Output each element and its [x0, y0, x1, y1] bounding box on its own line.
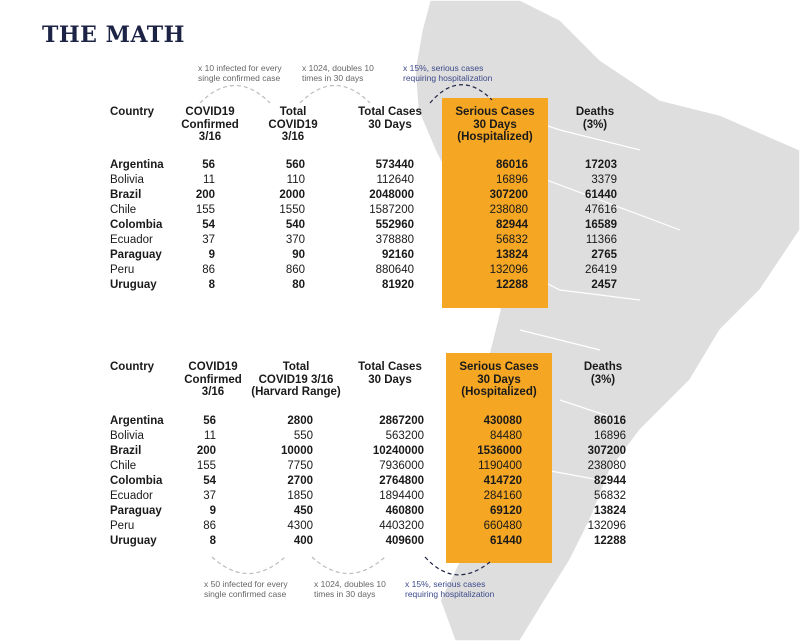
cell-deaths: 16589 [585, 219, 617, 231]
cell-serious: 86016 [496, 159, 528, 171]
page-title: THE MATH [42, 22, 185, 48]
cell-cases30: 573440 [375, 159, 414, 171]
bottom-note-infected: x 50 infected for every single confirmed case [204, 579, 288, 599]
cell-country: Brazil [110, 189, 142, 201]
cell-total: 560 [285, 159, 305, 171]
header-serious-cases: Serious Cases 30 Days (Hospitalized) [459, 361, 539, 398]
cell-cases30: 2764800 [379, 475, 424, 487]
cell-country: Chile [110, 204, 137, 216]
cell-country: Brazil [110, 445, 142, 457]
header-country: Country [110, 361, 155, 373]
table-row [0, 233, 800, 248]
cell-deaths: 17203 [585, 159, 617, 171]
top-note-infected: x 10 infected for every single confirmed case [198, 63, 282, 83]
cell-serious: 16896 [496, 174, 528, 186]
cell-serious: 1190400 [478, 460, 522, 472]
cell-deaths: 61440 [585, 189, 617, 201]
cell-confirmed: 155 [195, 204, 215, 216]
cell-country: Peru [110, 264, 135, 276]
top-note-serious: x 15%, serious cases requiring hospitalization [403, 63, 493, 83]
header-country: Country [110, 106, 155, 118]
cell-serious: 238080 [489, 204, 528, 216]
cell-serious: 69120 [490, 505, 522, 517]
cell-deaths: 56832 [594, 490, 626, 502]
cell-confirmed: 11 [204, 430, 216, 442]
cell-serious: 84480 [490, 430, 522, 442]
cell-serious: 284160 [483, 490, 522, 502]
cell-total: 110 [286, 174, 305, 186]
cell-total: 2700 [287, 475, 313, 487]
table-row [0, 444, 800, 459]
table-row [0, 263, 800, 278]
cell-confirmed: 9 [209, 505, 216, 517]
cell-total: 7750 [287, 460, 313, 472]
cell-total: 2000 [279, 189, 305, 201]
cell-confirmed: 11 [203, 174, 215, 186]
cell-total: 4300 [287, 520, 313, 532]
table-row [0, 188, 800, 203]
cell-deaths: 11366 [585, 234, 617, 246]
cell-deaths: 2457 [591, 279, 617, 291]
cell-cases30: 81920 [382, 279, 414, 291]
cell-total: 2800 [287, 415, 313, 427]
cell-confirmed: 54 [202, 219, 215, 231]
header-cases-30-days: Total Cases 30 Days [358, 361, 422, 386]
table-row [0, 158, 800, 173]
cell-cases30: 2048000 [369, 189, 414, 201]
header-serious-cases: Serious Cases 30 Days (Hospitalized) [455, 106, 535, 143]
cell-serious: 56832 [496, 234, 528, 246]
table-row [0, 278, 800, 293]
header-confirmed: COVID19 Confirmed 3/16 [181, 106, 239, 143]
cell-deaths: 13824 [594, 505, 626, 517]
cell-country: Argentina [110, 415, 164, 427]
cell-country: Peru [110, 520, 135, 532]
cell-serious: 82944 [496, 219, 528, 231]
cell-serious: 61440 [490, 535, 522, 547]
cell-confirmed: 37 [203, 490, 216, 502]
cell-serious: 13824 [496, 249, 528, 261]
cell-confirmed: 200 [195, 189, 215, 201]
cell-total: 450 [293, 505, 313, 517]
cell-cases30: 880640 [375, 264, 414, 276]
table-row [0, 203, 800, 218]
cell-cases30: 378880 [375, 234, 414, 246]
cell-total: 370 [285, 234, 305, 246]
table-row [0, 474, 800, 489]
cell-confirmed: 8 [208, 279, 215, 291]
cell-country: Bolivia [110, 430, 144, 442]
header-total: Total COVID19 3/16 (Harvard Range) [251, 361, 341, 398]
cell-deaths: 82944 [594, 475, 626, 487]
cell-cases30: 552960 [375, 219, 414, 231]
cell-confirmed: 9 [208, 249, 215, 261]
cell-confirmed: 56 [203, 415, 216, 427]
table-row [0, 429, 800, 444]
cell-confirmed: 54 [203, 475, 216, 487]
table-row [0, 459, 800, 474]
table-row [0, 414, 800, 429]
table-row [0, 489, 800, 504]
cell-deaths: 2765 [591, 249, 617, 261]
cell-total: 80 [292, 279, 305, 291]
cell-cases30: 92160 [382, 249, 414, 261]
cell-total: 1850 [287, 490, 313, 502]
cell-country: Paraguay [110, 505, 162, 517]
header-total: Total COVID19 3/16 [268, 106, 318, 143]
cell-country: Chile [110, 460, 137, 472]
cell-cases30: 4403200 [379, 520, 424, 532]
cell-confirmed: 56 [202, 159, 215, 171]
cell-confirmed: 155 [196, 460, 216, 472]
cell-deaths: 132096 [587, 520, 626, 532]
cell-country: Bolivia [110, 174, 144, 186]
cell-cases30: 1587200 [369, 204, 414, 216]
cell-confirmed: 86 [203, 520, 216, 532]
table-row [0, 248, 800, 263]
cell-cases30: 409600 [385, 535, 424, 547]
cell-country: Paraguay [110, 249, 162, 261]
cell-country: Uruguay [110, 279, 157, 291]
cell-confirmed: 37 [202, 234, 215, 246]
cell-confirmed: 86 [202, 264, 215, 276]
table-row [0, 534, 800, 549]
table-row [0, 519, 800, 534]
table-row [0, 173, 800, 188]
cell-total: 540 [285, 219, 305, 231]
cell-cases30: 2867200 [379, 415, 424, 427]
cell-serious: 430080 [483, 415, 522, 427]
cell-country: Uruguay [110, 535, 157, 547]
cell-deaths: 16896 [594, 430, 626, 442]
cell-cases30: 1894400 [379, 490, 424, 502]
header-cases-30-days: Total Cases 30 Days [358, 106, 422, 131]
cell-total: 1550 [279, 204, 305, 216]
cell-deaths: 86016 [594, 415, 626, 427]
cell-serious: 12288 [496, 279, 528, 291]
bottom-note-serious: x 15%, serious cases requiring hospitalization [405, 579, 495, 599]
cell-deaths: 26419 [585, 264, 617, 276]
cell-confirmed: 8 [209, 535, 216, 547]
cell-cases30: 7936000 [379, 460, 424, 472]
cell-total: 10000 [281, 445, 313, 457]
cell-serious: 132096 [489, 264, 528, 276]
cell-total: 90 [292, 249, 305, 261]
table-row [0, 504, 800, 519]
header-deaths: Deaths (3%) [583, 361, 623, 386]
header-confirmed: COVID19 Confirmed 3/16 [184, 361, 242, 398]
cell-deaths: 238080 [587, 460, 626, 472]
cell-country: Ecuador [110, 234, 153, 246]
cell-serious: 307200 [489, 189, 528, 201]
cell-total: 550 [293, 430, 313, 442]
table-row [0, 218, 800, 233]
cell-deaths: 12288 [594, 535, 626, 547]
cell-country: Ecuador [110, 490, 153, 502]
cell-total: 860 [285, 264, 305, 276]
cell-country: Colombia [110, 219, 163, 231]
cell-serious: 1536000 [477, 445, 522, 457]
cell-cases30: 10240000 [372, 445, 424, 457]
cell-country: Argentina [110, 159, 164, 171]
cell-serious: 660480 [483, 520, 522, 532]
cell-cases30: 460800 [385, 505, 424, 517]
cell-total: 400 [293, 535, 313, 547]
cell-deaths: 47616 [585, 204, 617, 216]
cell-country: Colombia [110, 475, 163, 487]
cell-confirmed: 200 [196, 445, 216, 457]
cell-serious: 414720 [483, 475, 522, 487]
cell-deaths: 3379 [591, 174, 617, 186]
top-note-doubles: x 1024, doubles 10 times in 30 days [302, 63, 374, 83]
header-deaths: Deaths (3%) [575, 106, 615, 131]
bottom-note-doubles: x 1024, doubles 10 times in 30 days [314, 579, 386, 599]
cell-cases30: 112640 [376, 174, 414, 186]
cell-deaths: 307200 [587, 445, 626, 457]
cell-cases30: 563200 [385, 430, 424, 442]
